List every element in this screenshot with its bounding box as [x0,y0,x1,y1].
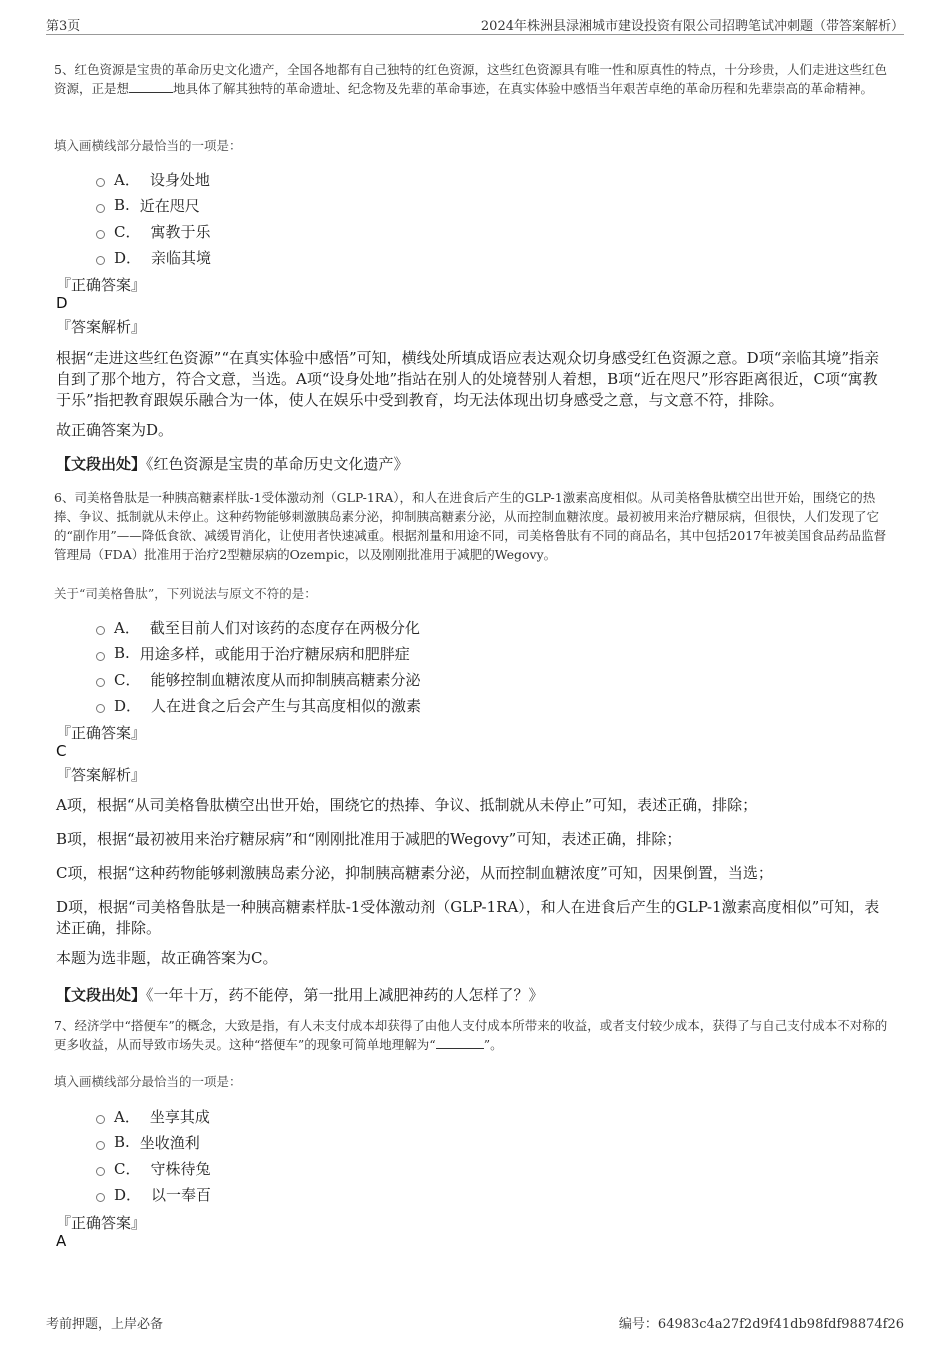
radio-icon[interactable] [96,704,105,713]
question-5-options [96,166,211,270]
radio-icon[interactable] [96,230,105,239]
radio-icon[interactable] [96,1141,105,1150]
radio-icon[interactable] [96,256,105,265]
option-d[interactable]: D． 以一奉百 [96,1181,211,1207]
radio-icon[interactable] [96,1167,105,1176]
question-6-options [96,614,421,718]
footer-slogan: 考前押题，上岸必备 [46,1317,164,1332]
option-d[interactable]: D． 人在进食之后会产生与其高度相似的激素 [96,692,421,718]
analysis-a: A项，根据“从司美格鲁肽横空出世开始，围绕它的热捧、争议、抵制就从未停止”可知，表述正确，排除； [56,796,758,814]
question-5 [54,60,896,473]
analysis-label: 『答案解析』 [56,766,147,784]
analysis-text: 根据“走进这些红色资源”“在真实体验中感悟”可知，横线处所填成语应表达观众切身感受红色资源之意。D项“亲临其境”指亲自到了那个地方，符合文意，当选。A项“设身处地”指站在别人的处境替别人着想，B项“近在咫尺”形容距离很近，C项“寓教于乐”指把教育跟娱乐融合为一体，使人在娱乐中受到教育，均无法体现出切身感受之意，与文意不符，排除。 [56,349,880,409]
page-footer [46,1313,904,1333]
document-title: 2024年株洲县渌湘城市建设投资有限公司招聘笔试冲刺题（带答案解析） [480,19,904,34]
question-7-stem: 7、经济学中“搭便车”的概念，大致是指，有人未支付成本却获得了由他人支付成本所带来的收益，或者支付较少成本，获得了与自己支付成本不对称的更多收益，从而导致市场失灵。这种“搭便车”的现象可简单地理解为“ ”。 [54,1018,888,1052]
option-a[interactable]: A． 截至目前人们对该药的态度存在两极分化 [96,614,421,640]
source-citation: 【文段出处】《一年十万，药不能停，第一批用上减肥神药的人怎样了？》 [56,986,544,1004]
question-7-options [96,1103,211,1207]
radio-icon[interactable] [96,652,105,661]
radio-icon[interactable] [96,678,105,687]
question-6 [54,488,896,1004]
analysis-b: B项，根据“最初被用来治疗糖尿病”和“刚刚批准用于减肥的Wegovy”可知，表述正确，排除； [56,830,682,848]
question-6-prompt: 关于“司美格鲁肽”，下列说法与原文不符的是： [54,586,317,601]
page-header [46,14,904,35]
analysis-conclusion: 本题为选非题，故正确答案为C。 [56,949,278,967]
option-c[interactable]: C． 寓教于乐 [96,218,211,244]
option-c[interactable]: C． 能够控制血糖浓度从而抑制胰高糖素分泌 [96,666,421,692]
correct-answer-label: 『正确答案』 [56,724,147,742]
radio-icon[interactable] [96,1115,105,1124]
correct-answer-label: 『正确答案』 [56,1214,147,1232]
question-5-prompt: 填入画横线部分最恰当的一项是： [54,138,242,153]
option-a[interactable]: A． 坐享其成 [96,1103,211,1129]
radio-icon[interactable] [96,204,105,213]
correct-answer-value: C [56,742,67,760]
correct-answer-value: D [56,294,68,312]
source-citation: 【文段出处】《红色资源是宝贵的革命历史文化遗产》 [56,455,409,473]
document-id: 编号：64983c4a27f2d9f41db98fdf98874f26 [618,1317,904,1332]
correct-answer-label: 『正确答案』 [56,276,147,294]
option-c[interactable]: C． 守株待兔 [96,1155,211,1181]
question-7-prompt: 填入画横线部分最恰当的一项是： [54,1074,242,1089]
option-b[interactable]: B. 用途多样，或能用于治疗糖尿病和肥胖症 [96,640,421,666]
question-6-stem: 6、司美格鲁肽是一种胰高糖素样肽-1受体激动剂（GLP-1RA），和人在进食后产生的GLP-1激素高度相似。从司美格鲁肽横空出世开始，围绕它的热捧、争议、抵制就从未停止。这种药物能够刺激胰岛素分泌，抑制胰高糖素分泌，从而控制血糖浓度。最初被用来治疗糖尿病，但很快，人们发现了它的“副作用”——降低食欲、减缓胃消化，让使用者快速减重。根据剂量和用途不同，司美格鲁肽有不同的商品名，其中包括2017年被美国食品药品监督管理局（FDA）批准用于治疗2型糖尿病的Ozempic，以及刚刚批准用于减肥的Wegovy。 [54,490,887,562]
radio-icon[interactable] [96,1193,105,1202]
option-d[interactable]: D． 亲临其境 [96,244,211,270]
page-number: 第3页 [46,19,81,34]
question-5-stem: 5、红色资源是宝贵的革命历史文化遗产，全国各地都有自己独特的红色资源，这些红色资源具有唯一性和原真性的特点，十分珍贵，人们走进这些红色资源，正是想 地具体了解其独特的革命遗址、纪念物及先辈的革命事迹，在真实体验中感悟当年艰苦卓绝的革命历程和先辈崇高的革命精神。 [54,62,887,96]
analysis-label: 『答案解析』 [56,318,147,336]
analysis-d: D项，根据“司美格鲁肽是一种胰高糖素样肽-1受体激动剂（GLP-1RA），和人在进食后产生的GLP-1激素高度相似”可知，表述正确，排除。 [56,898,880,937]
analysis-c: C项，根据“这种药物能够刺激胰岛素分泌，抑制胰高糖素分泌，从而控制血糖浓度”可知，因果倒置，当选； [56,864,773,882]
correct-answer-value: A [56,1232,67,1250]
fill-blank [129,80,173,93]
option-b[interactable]: B. 近在咫尺 [96,192,211,218]
analysis-conclusion: 故正确答案为D。 [56,421,174,439]
option-a[interactable]: A． 设身处地 [96,166,211,192]
radio-icon[interactable] [96,626,105,635]
radio-icon[interactable] [96,178,105,187]
fill-blank [436,1036,484,1049]
question-7 [54,1016,896,1250]
option-b[interactable]: B. 坐收渔利 [96,1129,211,1155]
